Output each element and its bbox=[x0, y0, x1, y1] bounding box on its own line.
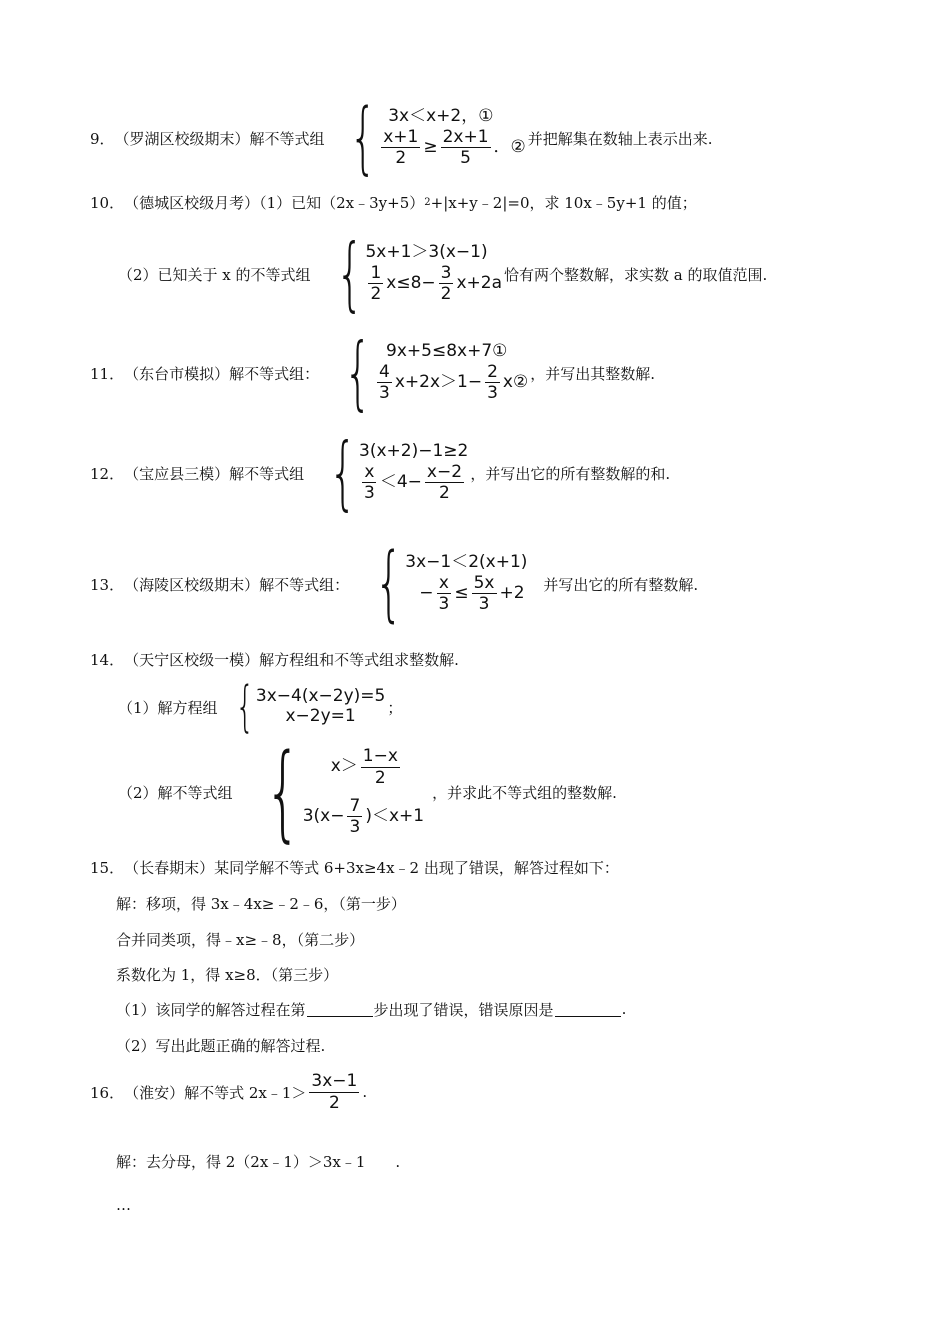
answer-blank[interactable] bbox=[555, 1002, 621, 1017]
problem-12: 12． （宝应县三模）解不等式组 { 3(x+2)−1≥2 $\frac{x}{3}$ ＜4− $\frac{x-2}{2}$ ，并写出它的所有整数解的和. bbox=[90, 426, 671, 519]
problem-text: 并把解集在数轴上表示出来. bbox=[527, 129, 713, 148]
inequality-system bbox=[327, 93, 526, 183]
problem-10-part-2: （2）已知关于 x 的不等式组 { 5x+1＞3(x−1) $\frac{1}{2}$ x≤8− $\frac{3}{2}$ x+2a 恰有两个整数解，求实数 a 的取值范围. bbox=[118, 227, 768, 320]
brace-icon: { bbox=[329, 426, 358, 519]
brace-icon: { bbox=[235, 675, 254, 738]
problem-number: 11． bbox=[90, 364, 125, 383]
inequality-system: { 9x+5≤8x+7① $\frac{4}{3}$ x+2x＞1− $\frac{2}{3}$ x② bbox=[344, 326, 529, 419]
solution-step: 解：去分母，得 2（2x﹣1）＞3x﹣1 . bbox=[116, 1152, 401, 1171]
problem-14-part-1: （1）解方程组 { 3x−4(x−2y)=5 x−2y=1 ； bbox=[118, 675, 403, 738]
problem-9 bbox=[90, 93, 713, 183]
brace-icon: { bbox=[344, 326, 373, 419]
answer-blank[interactable] bbox=[307, 1002, 373, 1017]
equation-row: 3x＜x+2，① bbox=[388, 106, 494, 127]
inequality-system: { 3x−1＜2(x+1) − $\frac{x}{3}$ ≤ $\frac{5x}{3}$ +2 bbox=[374, 536, 528, 631]
brace-icon: { bbox=[348, 93, 377, 183]
question-2: （2）写出此题正确的解答过程. bbox=[116, 1036, 326, 1055]
brace-icon: { bbox=[264, 731, 301, 853]
equation-system: { 3x−4(x−2y)=5 x−2y=1 bbox=[235, 675, 386, 738]
problem-14: 14． （天宁区校级一模）解方程组和不等式组求整数解. bbox=[90, 650, 459, 669]
problem-number: 15． bbox=[90, 858, 125, 877]
problem-14-part-2: （2）解不等式组 { x＞ $\frac{1-x}{2}$ 3(x− $\frac{7}{3}$ )＜x+1 ，并求此不等式组的整数解. bbox=[118, 731, 617, 853]
problem-10: 10． （德城区校级月考）（1）已知（2x﹣3y+5） 2 +|x+y﹣2|=0，求 10x﹣5y+1 的值； bbox=[90, 193, 697, 212]
problem-15: 15． （长春期末）某同学解不等式 6+3x≥4x﹣2 出现了错误，解答过程如下： bbox=[90, 858, 619, 877]
solution-step: 合并同类项，得﹣x≥﹣8，（第二步） bbox=[116, 930, 365, 949]
question-1: （1）该同学的解答过程在第 步出现了错误，错误原因是 . bbox=[116, 1000, 627, 1019]
brace-icon: { bbox=[335, 227, 364, 320]
problem-number: 16． bbox=[90, 1083, 125, 1102]
problem-number: 9． bbox=[90, 129, 115, 148]
solution-step: 解：移项，得 3x﹣4x≥﹣2﹣6，（第一步） bbox=[116, 894, 406, 913]
equation-row: $\frac{x+1}{2}$ ≥ $\frac{2x+1}{5}$ ．② bbox=[383, 126, 526, 169]
brace-icon: { bbox=[374, 536, 404, 631]
problem-number: 12． bbox=[90, 464, 125, 483]
problem-text: （罗湖区校级期末）解不等式组 bbox=[114, 129, 325, 148]
fraction: $\frac{3x-1}{2}$ bbox=[311, 1071, 358, 1113]
inequality-system: { 3(x+2)−1≥2 $\frac{x}{3}$ ＜4− $\frac{x-2}{2}$ bbox=[329, 426, 469, 519]
problem-11: 11． （东台市模拟）解不等式组： { 9x+5≤8x+7① $\frac{4}{3}$ x+2x＞1− $\frac{2}{3}$ x② ，并写出其整数解. bbox=[90, 326, 656, 419]
inequality-system: { 5x+1＞3(x−1) $\frac{1}{2}$ x≤8− $\frac{3}{2}$ x+2a bbox=[335, 227, 503, 320]
problem-number: 10． bbox=[90, 193, 125, 212]
problem-16: 16． （淮安）解不等式 2x﹣1＞ $\frac{3x-1}{2}$ . bbox=[90, 1071, 368, 1113]
inequality-system: { x＞ $\frac{1-x}{2}$ 3(x− $\frac{7}{3}$ )＜x+1 bbox=[264, 731, 425, 853]
problem-number: 14． bbox=[90, 650, 125, 669]
solution-step: 系数化为 1，得 x≥8．（第三步） bbox=[116, 965, 339, 984]
ellipsis: … bbox=[116, 1196, 131, 1214]
problem-13: 13． （海陵区校级期末）解不等式组： { 3x−1＜2(x+1) − $\frac{x}{3}$ ≤ $\frac{5x}{3}$ +2 并写出它的所有整数解. bbox=[90, 536, 699, 631]
problem-number: 13． bbox=[90, 575, 125, 594]
